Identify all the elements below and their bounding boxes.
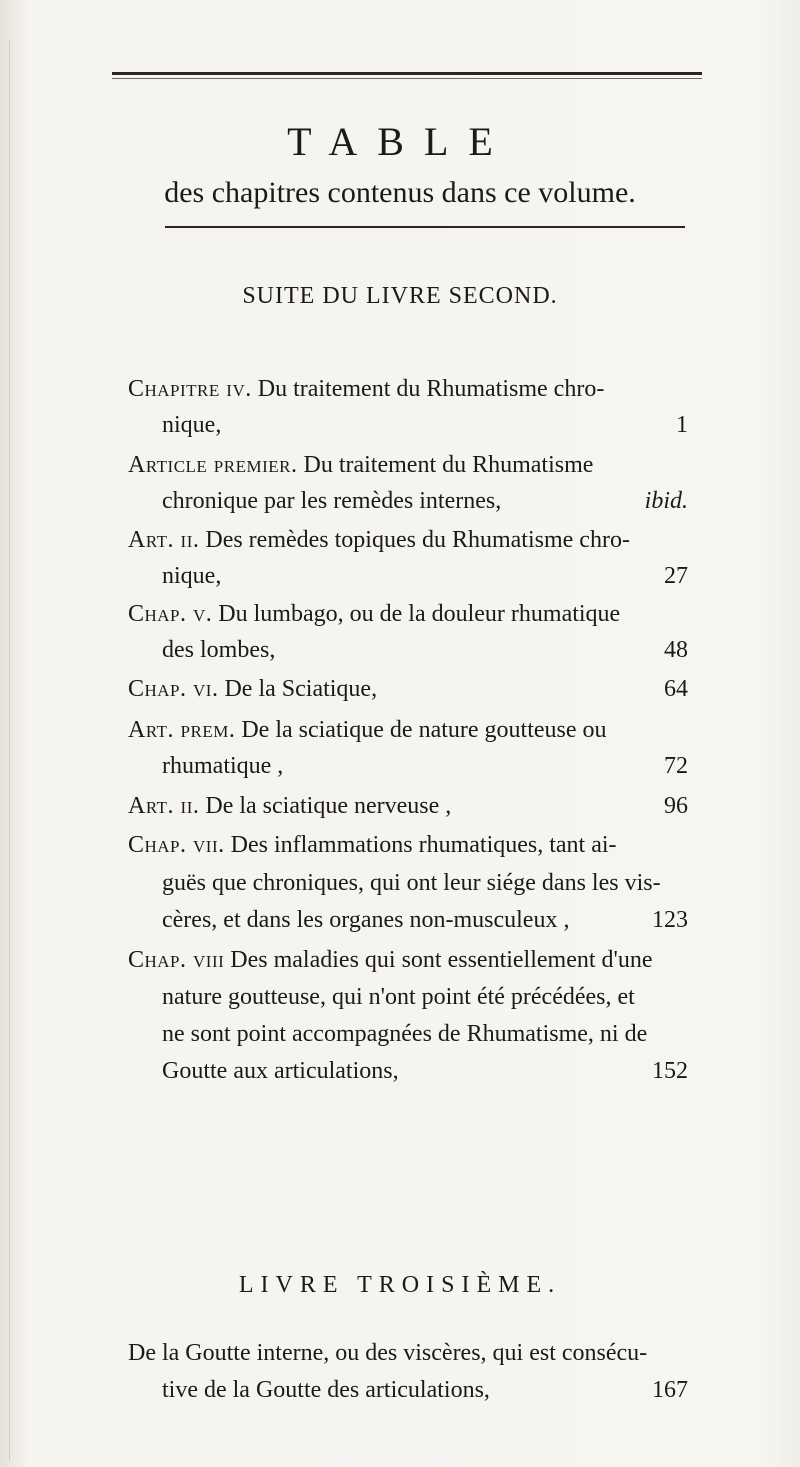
toc-entry-line [162,907,688,943]
entry-text: rhumatique , [162,753,284,779]
toc-entry-line [162,637,688,673]
entry-text: De la Goutte interne, ou des viscères, qui est consécu- [128,1340,648,1366]
toc-entry-line [128,717,688,753]
entry-text: Du traitement du Rhumatisme [303,452,594,478]
entry-label: Chapitre iv. [128,376,252,402]
page-number: 72 [664,753,688,779]
toc-entry-line [128,452,688,488]
entry-text: chronique par les remèdes internes, [162,488,502,514]
entry-text: nique, [162,412,222,438]
entry-text: des lombes, [162,637,276,663]
entry-label: Article premier. [128,452,298,478]
entry-text: guës que chroniques, qui ont leur siége dans les vis- [162,870,661,896]
entry-label: Art. prem. [128,717,236,743]
toc-entry-line [162,563,688,599]
page-number: 167 [652,1377,688,1403]
page-number: 1 [676,412,688,438]
entry-text: nature goutteuse, qui n'ont point été précédées, et [162,984,635,1010]
section-heading: SUITE DU LIVRE SECOND. [242,283,558,309]
entry-text: Des remèdes topiques du Rhumatisme chro- [205,527,630,553]
toc-entry-line [162,1377,688,1413]
toc-entry-line [162,1058,688,1094]
entry-text: tive de la Goutte des articulations, [162,1377,490,1403]
page-number: 48 [664,637,688,663]
page-subtitle: des chapitres contenus dans ce volume. [164,176,636,209]
entry-text: De la Sciatique, [224,676,378,702]
entry-text: De la sciatique nerveuse , [205,793,452,819]
entry-text: Du lumbago, ou de la douleur rhumatique [218,601,621,627]
toc-entry-line [128,947,688,983]
toc-entry-line [162,753,688,789]
toc-entry-line [128,676,688,712]
entry-text: Goutte aux articulations, [162,1058,399,1084]
toc-entry-line [162,1021,688,1057]
entry-text: De la sciatique de nature goutteuse ou [241,717,607,743]
toc-entry-line [162,488,688,524]
livre-heading: LIVRE TROISIÈME. [238,1272,562,1298]
toc-entry-line [128,793,688,829]
toc-entry-line [128,601,688,637]
entry-label: Art. ii. [128,527,200,553]
toc-entry-line [128,1340,688,1376]
toc-entry-line [162,412,688,448]
entry-text: Du traitement du Rhumatisme chro- [257,376,605,402]
toc-entry-line [162,870,688,906]
page-number: 27 [664,563,688,589]
entry-label: Chap. vi. [128,676,219,702]
entry-label: Chap. v. [128,601,213,627]
entry-text: Des inflammations rhumatiques, tant ai- [230,832,617,858]
toc-entry-line [162,984,688,1020]
toc-entry-line [128,376,688,412]
page-number: 123 [652,907,688,933]
page-number: 64 [664,676,688,702]
page-number: ibid. [644,488,688,514]
entry-text: nique, [162,563,222,589]
page-title: TABLE [287,119,513,164]
entry-text: Des maladies qui sont essentiellement d'une [230,947,653,973]
page-number: 96 [664,793,688,819]
toc-entry-line [128,527,688,563]
entry-label: Chap. vii. [128,832,225,858]
entry-text: ne sont point accompagnées de Rhumatisme, ni de [162,1021,648,1047]
entry-label: Art. ii. [128,793,200,819]
page-number: 152 [652,1058,688,1084]
entry-text: cères, et dans les organes non-musculeux , [162,907,570,933]
entry-label: Chap. viii [128,947,225,973]
toc-entry-line [128,832,688,868]
